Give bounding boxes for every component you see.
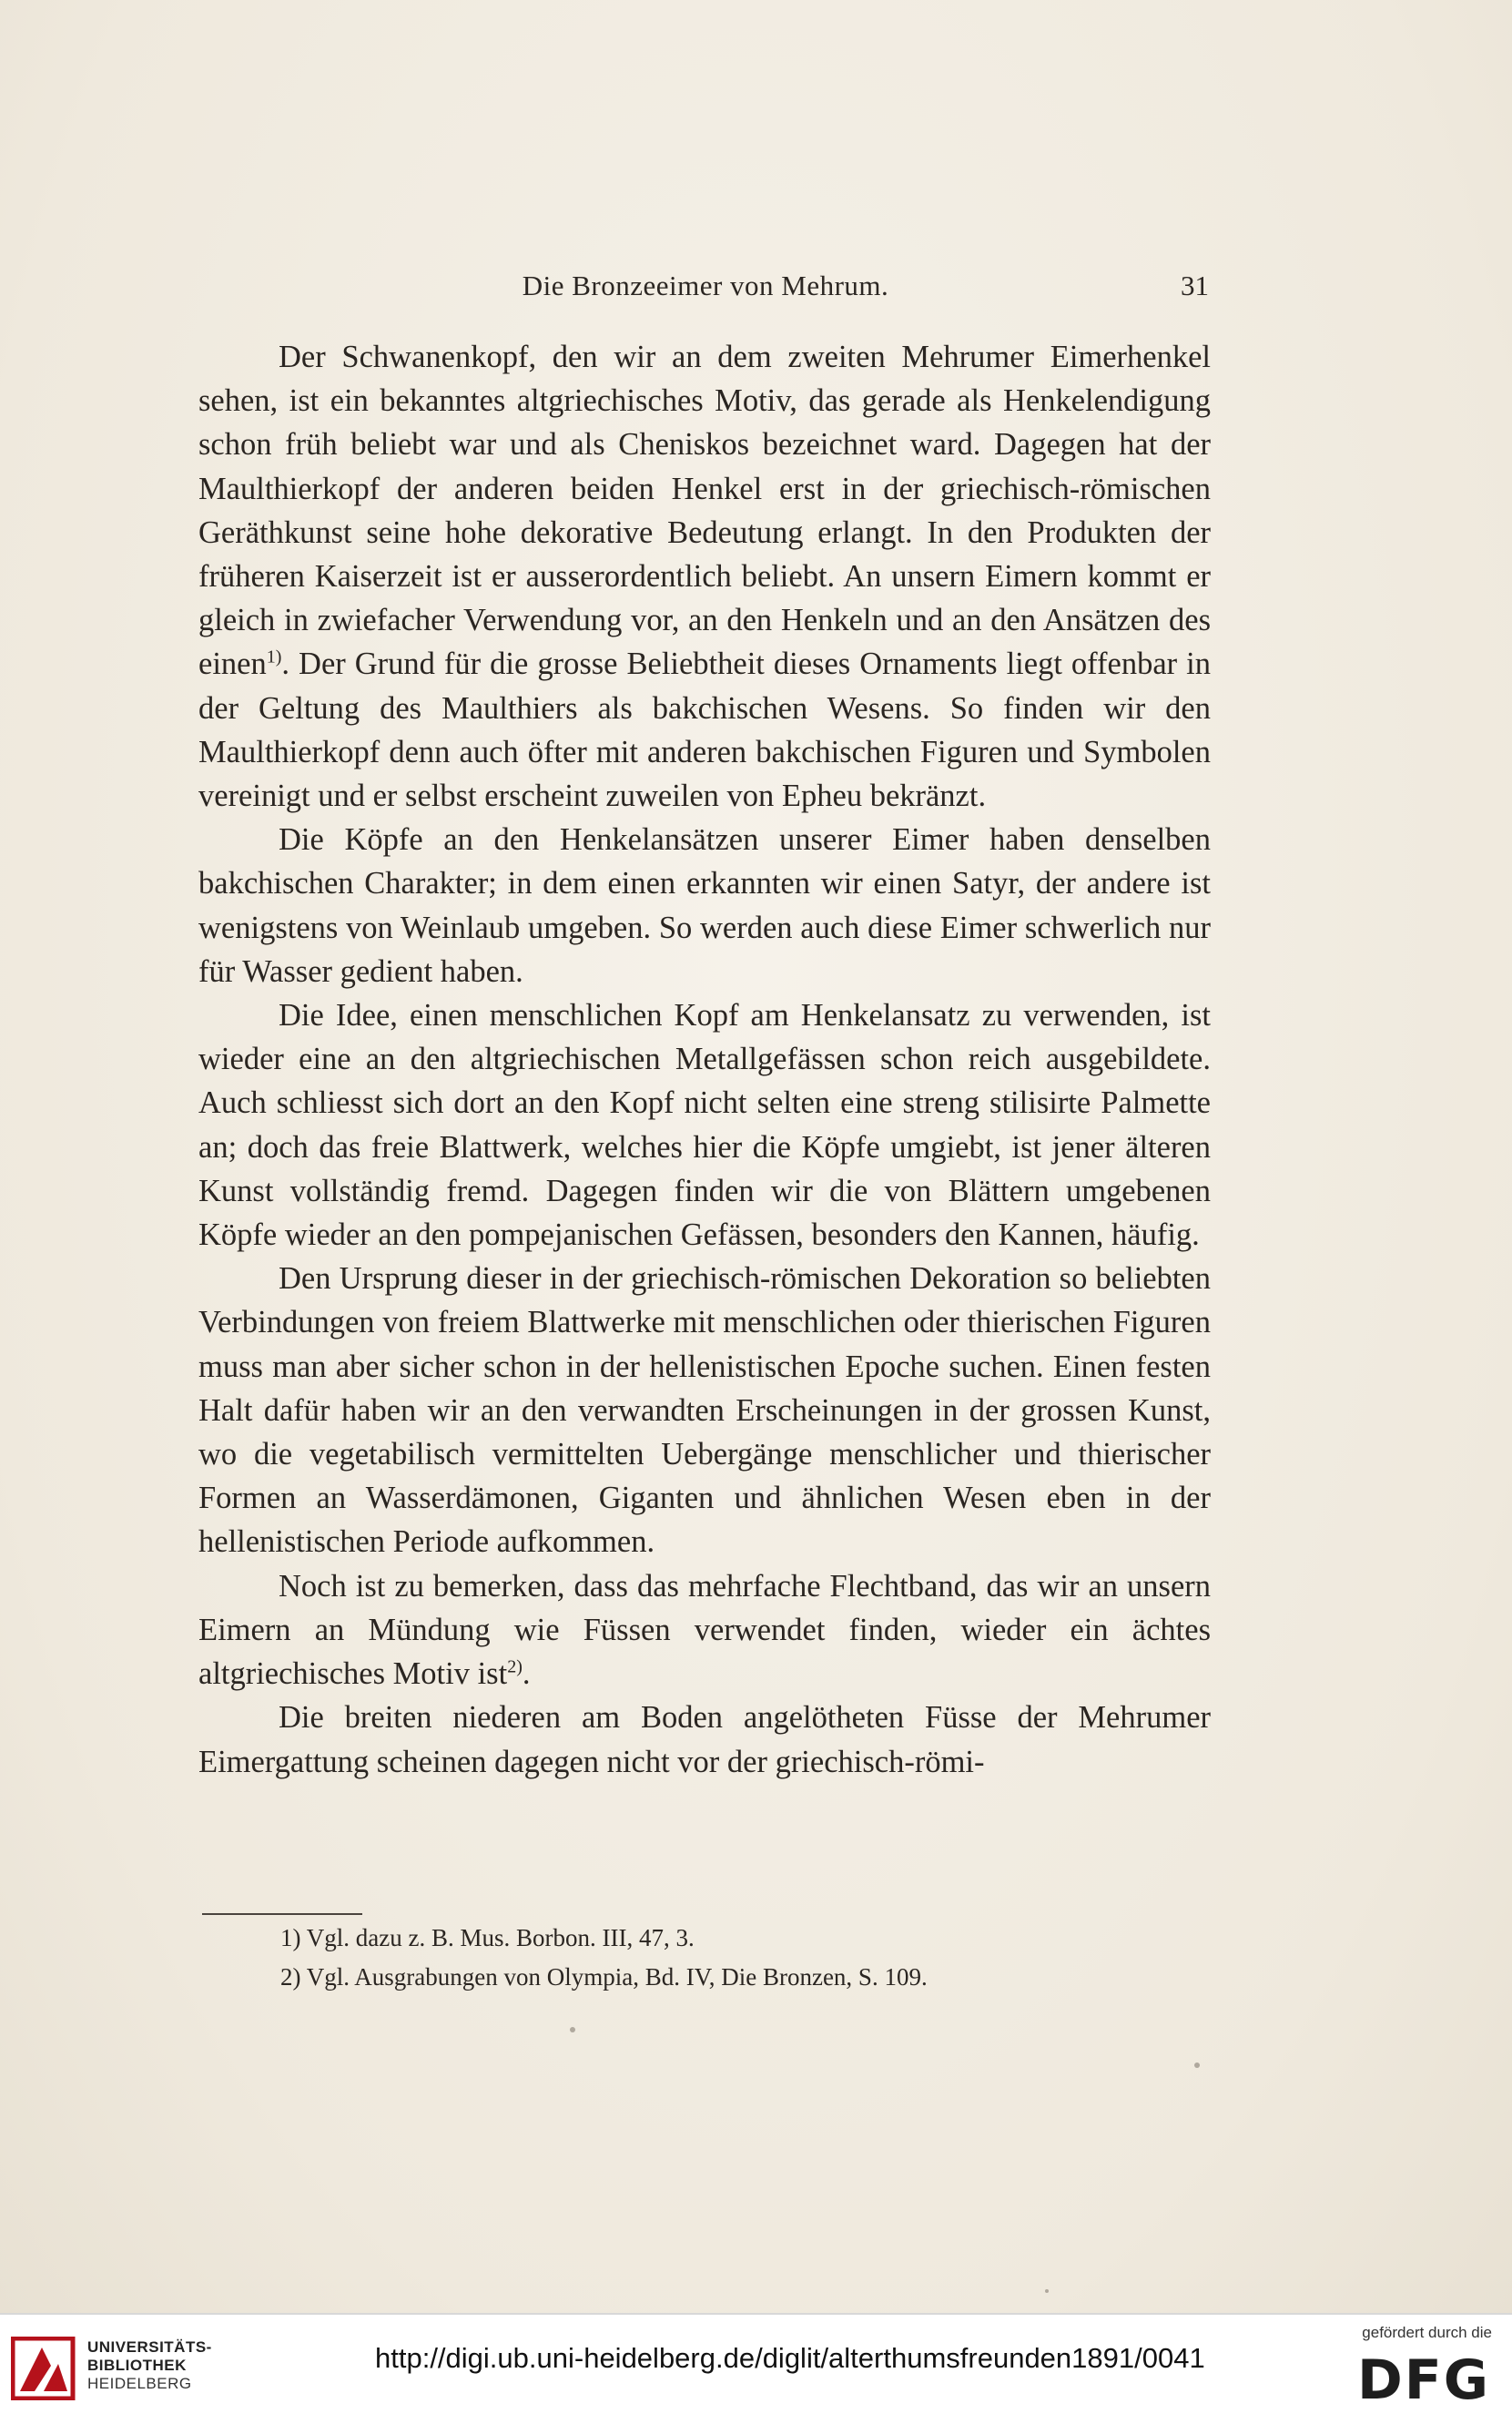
permalink-url[interactable]: http://digi.ub.uni-heidelberg.de/diglit/alterthumsfreunden1891/0041 xyxy=(375,2342,1205,2374)
paragraph-text: . xyxy=(522,1656,531,1692)
dfg-logo-text: DFG xyxy=(1356,2348,1490,2406)
viewer-footer xyxy=(0,2313,1512,2424)
paragraph-1 xyxy=(198,335,1211,818)
university-library-logo[interactable] xyxy=(11,2335,275,2404)
paper-speck xyxy=(1194,2062,1200,2068)
university-library-name xyxy=(87,2338,212,2393)
footnote-1: 1) Vgl. dazu z. B. Mus. Borbon. III, 47, 3. xyxy=(280,1924,695,1951)
page-header xyxy=(202,270,1209,310)
paragraph-6 xyxy=(198,1696,1211,1783)
footnote-reference[interactable]: 1) xyxy=(266,647,282,667)
dfg-logo-icon xyxy=(1346,2348,1492,2406)
paragraph-text: Die Idee, einen menschlichen Kopf am Henkelansatz zu verwenden, ist wieder eine an den altgriechischen Metallgefässen schon reich ausgebildete. Auch schliesst sich dort an den Kopf nicht selten eine streng stilisirte Palmette an; doch das freie Blattwerk, welches hier die Köpfe umgiebt, ist jener älteren Kunst vollständig fremd. Dagegen finden wir die von Blättern umgebenen Köpfe wieder an den pompejanischen Gefässen, besonders den Kannen, häufig. xyxy=(198,998,1211,1253)
footnote-reference[interactable]: 2) xyxy=(507,1656,523,1677)
paragraph-text: Die breiten niederen am Boden angelötheten Füsse der Mehrumer Eimergattung scheinen dagegen nicht vor der griechisch-römi- xyxy=(198,1700,1211,1779)
paragraph-3 xyxy=(198,993,1211,1257)
paragraph-text: Die Köpfe an den Henkelansätzen unserer Eimer haben denselben bakchischen Charakter; in dem einen erkannten wir einen Satyr, der andere ist wenigstens von Weinlaub umgeben. So werden auch diese Eimer schwerlich nur für Wasser gedient haben. xyxy=(198,822,1211,989)
paragraph-4 xyxy=(198,1257,1211,1563)
footnotes xyxy=(202,1919,1209,1997)
library-name-line-3: HEIDELBERG xyxy=(87,2375,192,2392)
paragraph-text: . Der Grund für die grosse Beliebtheit dieses Ornaments liegt offenbar in der Geltung des Maulthiers als bakchischen Wesens. So finden wir den Maulthierkopf denn auch öfter mit anderen bakchischen Figuren und Symbolen vereinigt und er selbst erscheint zuweilen von Epheu bekränzt. xyxy=(198,647,1211,814)
paper-speck xyxy=(570,2027,575,2032)
paragraph-2 xyxy=(198,818,1211,993)
paragraph-text: Den Ursprung dieser in der griechisch-römischen Dekoration so beliebten Verbindungen von freiem Blattwerke mit menschlichen oder thierischen Figuren muss man aber sicher schon in der hellenistischen Epoche suchen. Einen festen Halt dafür haben wir an den verwandten Erscheinungen in der grossen Kunst, wo die vegetabilisch vermittelten Uebergänge menschlicher und thierischer Formen an Wasserdämonen, Giganten und ähnlichen Wesen eben in der hellenistischen Periode aufkommen. xyxy=(198,1261,1211,1560)
paper-speck xyxy=(1045,2289,1049,2293)
university-library-emblem-icon xyxy=(11,2337,76,2400)
running-title: Die Bronzeeimer von Mehrum. xyxy=(522,270,889,301)
footnote-2: 2) Vgl. Ausgrabungen von Olympia, Bd. IV, Die Bronzen, S. 109. xyxy=(280,1963,928,1991)
funding-caption: gefördert durch die xyxy=(1362,2324,1492,2341)
paragraph-5 xyxy=(198,1564,1211,1696)
library-name-line-1: UNIVERSITÄTS- xyxy=(87,2338,212,2356)
body-text xyxy=(198,335,1211,1784)
funder-block[interactable] xyxy=(1328,2324,1492,2415)
library-name-line-2: BIBLIOTHEK xyxy=(87,2357,187,2374)
paragraph-text: Der Schwanenkopf, den wir an dem zweiten Mehrumer Eimerhenkel sehen, ist ein bekanntes altgriechisches Motiv, das gerade als Henkelendigung schon früh beliebt war und als Cheniskos bezeichnet ward. Dagegen hat der Maulthierkopf der anderen beiden Henkel erst in der griechisch-römischen Geräthkunst seine hohe dekorative Bedeutung erlangt. In den Produkten der früheren Kaiserzeit ist er ausserordentlich beliebt. An unsern Eimern kommt er gleich in zwiefacher Verwendung vor, an den Henkeln und an den Ansätzen des einen xyxy=(198,340,1211,682)
paragraph-text: Noch ist zu bemerken, dass das mehrfache Flechtband, das wir an unsern Eimern an Mündung wie Füssen verwendet finden, wieder ein ächtes altgriechisches Motiv ist xyxy=(198,1568,1211,1692)
page-number: 31 xyxy=(1181,270,1209,301)
footnote-rule xyxy=(202,1913,362,1915)
